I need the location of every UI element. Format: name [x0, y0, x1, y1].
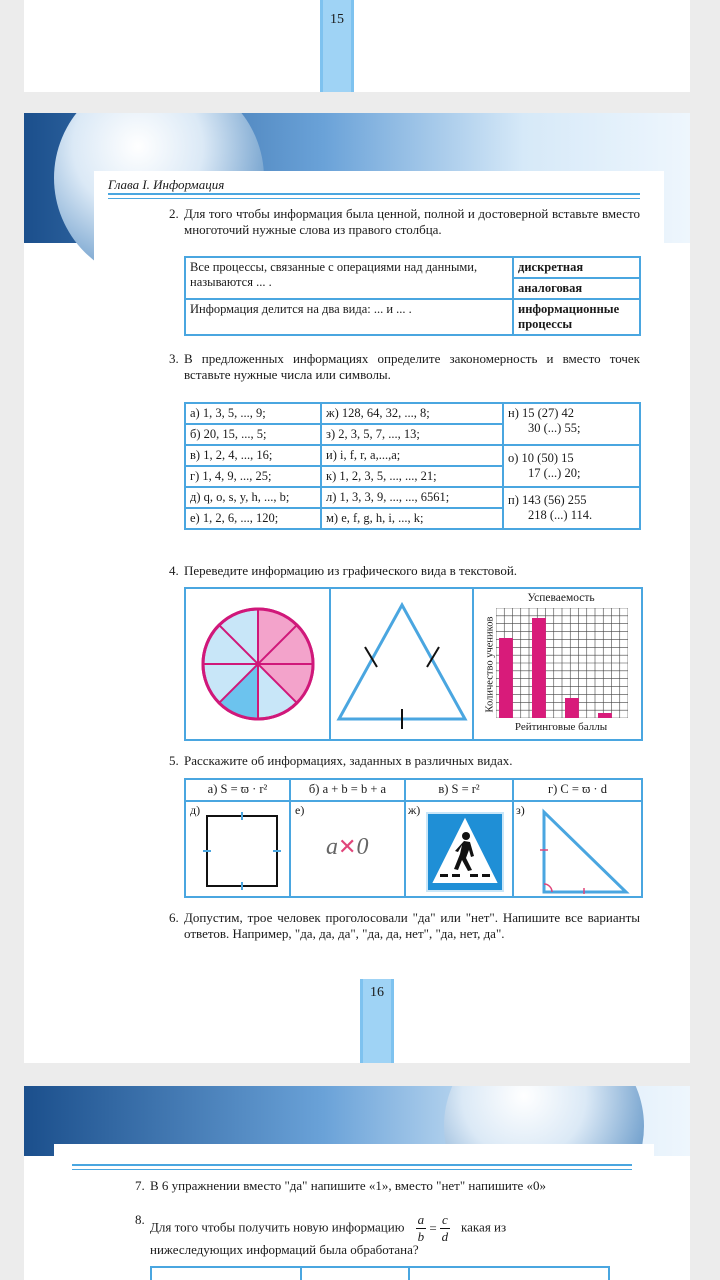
formula-a: а) S = ϖ · r² [207, 782, 268, 796]
line-2: 218 (...) 114. [528, 508, 593, 522]
bar-chart [496, 608, 628, 718]
table-cell: а) 1, 3, 5, ..., 9; [185, 403, 321, 424]
frac-num: a [417, 1212, 425, 1227]
task-text: В предложенных информациях определите закономерность и вместо точек вставьте нужные числа или символы. [184, 351, 640, 382]
task-2-table [184, 256, 641, 336]
task-5 [169, 753, 640, 769]
chart-bar [499, 638, 513, 718]
task-text: В 6 упражнении вместо "да" напишите «1», вместо "нет" напишите «0» [150, 1178, 547, 1193]
pedestrian-crossing-sign [426, 812, 504, 892]
answer-table-top [150, 1266, 610, 1280]
task-4-figures [184, 587, 643, 741]
table-cell: д) q, o, s, y, h, ..., b; [185, 487, 321, 508]
frac-num: c [442, 1212, 448, 1227]
task-8 [135, 1212, 606, 1245]
task-4 [169, 563, 640, 579]
task-number: 3. [169, 351, 179, 366]
label-z: з) [516, 803, 525, 817]
task-text: Для того чтобы получить новую информацию [150, 1219, 405, 1235]
table-cell: г) 1, 4, 9, ..., 25; [185, 466, 321, 487]
table-cell: е) 1, 2, 6, ..., 120; [185, 508, 321, 529]
fraction-formula: $\frac{a}{b}$ = $\frac{c}{d}$ [417, 1212, 449, 1244]
task-text-after: какая из [461, 1219, 507, 1235]
table-cell: к) 1, 2, 3, 5, ..., ..., 21; [321, 466, 503, 487]
table-cell: ж) 128, 64, 32, ..., 8; [321, 403, 503, 424]
col-divider [408, 1266, 410, 1280]
col-divider [404, 780, 406, 896]
chapter-rule-2 [108, 198, 640, 199]
formula-g: г) C = ϖ · d [548, 782, 607, 796]
task-number: 2. [169, 206, 179, 221]
right-triangle-figure [516, 808, 640, 894]
task-3-table [184, 402, 641, 530]
chapter-rule-2 [72, 1169, 632, 1170]
line-1: н) 15 (27) 42 [508, 406, 575, 420]
task-number: 7. [135, 1178, 145, 1193]
triangle-figure [331, 589, 472, 739]
chart-title: Успеваемость [527, 592, 595, 604]
page-16 [24, 113, 690, 1063]
table-cell: з) 2, 3, 5, 7, ..., 13; [321, 424, 503, 445]
col-divider [512, 780, 514, 896]
task-text: Допустим, трое человек проголосовали "да" или "нет". Напишите все варианты ответов. Например, "да, да, да", "да, да, нет", "да, нет, да". [184, 910, 640, 941]
task-number: 5. [169, 753, 179, 768]
table-cell: л) 1, 3, 3, 9, ..., ..., 6561; [321, 487, 503, 508]
table-cell [503, 487, 640, 529]
task-3 [169, 351, 640, 383]
option-cell: информационные процессы [513, 299, 640, 335]
table-cell: Информация делится на два вида: ... и ... . [185, 299, 513, 335]
task-5-table [184, 778, 643, 898]
line-2: 17 (...) 20; [528, 466, 581, 480]
task-text: Переведите информацию из графического вида в текстовой. [184, 563, 518, 578]
row-divider [186, 800, 641, 802]
col-divider [300, 1266, 302, 1280]
task-7 [135, 1178, 606, 1194]
chapter-rule [72, 1164, 632, 1166]
chapter-rule [108, 193, 640, 195]
page-number-strip [320, 0, 354, 92]
page-17 [24, 1086, 690, 1280]
option-cell: аналоговая [513, 278, 640, 299]
formula-letter: a [326, 834, 338, 860]
task-2 [169, 206, 640, 238]
formula-zero: 0 [356, 834, 369, 860]
table-cell: м) e, f, g, h, i, ..., k; [321, 508, 503, 529]
table-cell: в) 1, 2, 4, ..., 16; [185, 445, 321, 466]
chart-bar [532, 618, 546, 718]
formula-v: в) S = r² [438, 782, 480, 796]
option-cell: дискретная [513, 257, 640, 278]
label-zh: ж) [408, 803, 421, 817]
chart-bar [565, 698, 579, 718]
figure-divider [472, 589, 474, 739]
col-divider [289, 780, 291, 896]
page-number-strip [360, 979, 394, 1063]
chart-xlabel: Рейтинговые баллы [514, 721, 608, 733]
line-1: п) 143 (56) 255 [508, 493, 587, 507]
task-6 [169, 910, 640, 942]
table-cell [503, 445, 640, 487]
line-2: 30 (...) 55; [528, 421, 581, 435]
task-number: 6. [169, 910, 179, 925]
table-cell: и) i, f, r, a,...,a; [321, 445, 503, 466]
chapter-title: Глава I. Информация [108, 177, 225, 192]
page-number: 15 [330, 12, 344, 27]
frac-den: d [441, 1229, 449, 1244]
task-text: Для того чтобы информация была ценной, полной и достоверной вставьте вместо многоточий нужные слова из правого столбца. [184, 206, 640, 237]
table-cell: б) 20, 15, ..., 5; [185, 424, 321, 445]
label-d: д) [190, 803, 201, 817]
square-figure [201, 810, 281, 890]
page-15 [24, 0, 690, 92]
page-number: 16 [370, 985, 384, 1000]
cross-mark: ✕ [338, 834, 357, 859]
label-e: е) [295, 803, 305, 817]
table-cell [503, 403, 640, 445]
task-8-line2: нижеследующих информаций была обработана? [150, 1242, 419, 1257]
task-number: 4. [169, 563, 179, 578]
chart-bar [598, 713, 612, 718]
chart-ylabel: Количество учеников [484, 616, 496, 713]
formula-b: б) a + b = b + a [308, 782, 387, 796]
table-cell: Все процессы, связанные с операциями над данными, называются ... . [185, 257, 513, 299]
pie-figure [186, 589, 329, 739]
task-number: 8. [135, 1212, 145, 1227]
frac-den: b [417, 1229, 425, 1244]
not-equal-formula [326, 834, 368, 861]
line-1: о) 10 (50) 15 [508, 451, 574, 465]
task-text: Расскажите об информациях, заданных в различных видах. [184, 753, 513, 768]
